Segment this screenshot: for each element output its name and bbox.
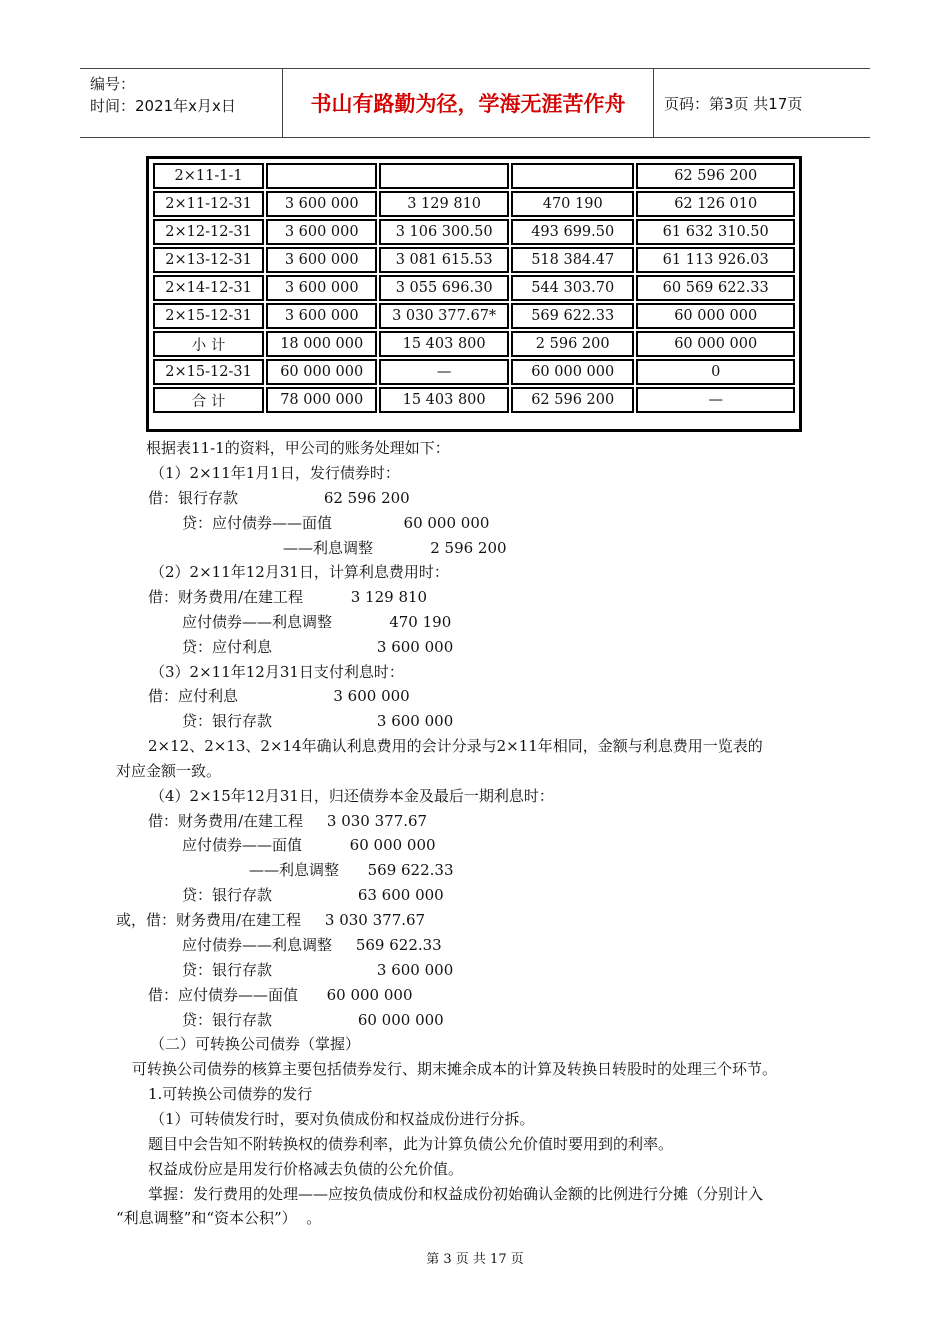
header-page-number: 页码：第3页 共17页	[664, 94, 803, 113]
table-cell: 3 600 000	[266, 275, 377, 301]
table-row	[153, 331, 795, 357]
journal-debit: 借：财务费用/在建工程 3 030 377.67	[148, 812, 428, 830]
table-cell: 15 403 800	[379, 331, 509, 357]
text-line: 题目中会告知不附转换权的债券利率，此为计算负债公允价值时要用到的利率。	[148, 1135, 674, 1153]
subsection-heading: 1.可转换公司债券的发行	[148, 1085, 313, 1103]
table-cell: 470 190	[511, 191, 635, 217]
page-footer: 第 3 页 共 17 页	[426, 1252, 524, 1267]
table-cell: 3 600 000	[266, 247, 377, 273]
journal-debit: 应付债券——利息调整 569 622.33	[182, 936, 442, 954]
table-cell: 0	[636, 359, 795, 385]
table-row	[153, 275, 795, 301]
table-cell: 2×13-12-31	[153, 247, 264, 273]
table-cell: —	[379, 359, 509, 385]
journal-credit: 贷：应付利息 3 600 000	[182, 638, 454, 656]
journal-debit: 借：应付债券——面值 60 000 000	[148, 986, 413, 1004]
table-row	[153, 303, 795, 329]
text-line: 可转换公司债券的核算主要包括债券发行、期末摊余成本的计算及转换日转股时的处理三个环节。	[132, 1060, 778, 1078]
table-cell: 2 596 200	[511, 331, 635, 357]
table-cell: 合 计	[153, 387, 264, 413]
table-row	[153, 163, 795, 189]
table-cell: 2×11-1-1	[153, 163, 264, 189]
journal-credit: 贷：银行存款 3 600 000	[182, 961, 454, 979]
text-line: 权益成份应是用发行价格减去负债的公允价值。	[148, 1160, 464, 1178]
table-cell: 60 000 000	[266, 359, 377, 385]
table-cell: 60 569 622.33	[636, 275, 795, 301]
table-cell: 3 106 300.50	[379, 219, 509, 245]
table-cell: 小 计	[153, 331, 264, 357]
header-motto: 书山有路勤为径，学海无涯苦作舟	[282, 69, 654, 137]
journal-credit: 贷：银行存款 3 600 000	[182, 712, 454, 730]
text-line: （3）2×11年12月31日支付利息时：	[150, 663, 404, 681]
table-row	[153, 359, 795, 385]
table-cell: 62 126 010	[636, 191, 795, 217]
journal-debit: 应付债券——利息调整 470 190	[182, 613, 452, 631]
journal-debit: 或，借：财务费用/在建工程 3 030 377.67	[116, 911, 426, 929]
journal-credit: ——利息调整 2 596 200	[283, 539, 507, 557]
table-cell: 18 000 000	[266, 331, 377, 357]
table-cell: 544 303.70	[511, 275, 635, 301]
table-cell: 2×14-12-31	[153, 275, 264, 301]
text-line: “利息调整”和“资本公积”） 。	[116, 1209, 322, 1227]
table-cell: 3 600 000	[266, 191, 377, 217]
header-number: 编号：	[90, 75, 136, 93]
table-cell: 78 000 000	[266, 387, 377, 413]
table-cell	[511, 163, 635, 189]
text-line: 掌握：发行费用的处理——应按负债成份和权益成份初始确认金额的比例进行分摊（分别计入	[148, 1185, 764, 1203]
page-header	[80, 68, 870, 138]
table-cell: 15 403 800	[379, 387, 509, 413]
text-line: 根据表11-1的资料，甲公司的账务处理如下：	[146, 439, 450, 457]
table-cell: 3 600 000	[266, 303, 377, 329]
text-line: （2）2×11年12月31日，计算利息费用时：	[150, 563, 449, 581]
table-row	[153, 191, 795, 217]
table-row	[153, 247, 795, 273]
header-meta	[80, 69, 282, 137]
table-cell: 61 113 926.03	[636, 247, 795, 273]
journal-credit: 贷：银行存款 63 600 000	[182, 886, 444, 904]
table-cell: 569 622.33	[511, 303, 635, 329]
table-row	[153, 387, 795, 413]
text-line: （1）2×11年1月1日，发行债券时：	[150, 464, 400, 482]
text-line: （4）2×15年12月31日，归还债券本金及最后一期利息时：	[150, 787, 554, 805]
journal-debit: 借：银行存款 62 596 200	[148, 489, 410, 507]
table-cell: 60 000 000	[636, 331, 795, 357]
journal-debit: 借：财务费用/在建工程 3 129 810	[148, 588, 428, 606]
table-cell: 3 129 810	[379, 191, 509, 217]
journal-debit: 应付债券——面值 60 000 000	[182, 836, 436, 854]
text-line: （1）可转债发行时，要对负债成份和权益成份进行分拆。	[150, 1110, 535, 1128]
table-cell: 3 030 377.67*	[379, 303, 509, 329]
table-cell: 3 081 615.53	[379, 247, 509, 273]
interest-schedule-table	[146, 156, 802, 432]
table-cell: 62 596 200	[636, 163, 795, 189]
table-cell: —	[636, 387, 795, 413]
journal-debit: ——利息调整 569 622.33	[249, 861, 454, 879]
table-cell	[266, 163, 377, 189]
section-heading: （二）可转换公司债券（掌握）	[150, 1035, 361, 1053]
journal-credit: 贷：银行存款 60 000 000	[182, 1011, 444, 1029]
table-cell: 61 632 310.50	[636, 219, 795, 245]
table-cell: 2×11-12-31	[153, 191, 264, 217]
text-line: 对应金额一致。	[116, 762, 222, 780]
table-cell: 60 000 000	[511, 359, 635, 385]
table-cell: 518 384.47	[511, 247, 635, 273]
table-cell: 62 596 200	[511, 387, 635, 413]
ledger-grid	[151, 161, 797, 415]
table-cell	[379, 163, 509, 189]
journal-debit: 借：应付利息 3 600 000	[148, 687, 410, 705]
header-date: 时间：2021年x月x日	[90, 97, 236, 115]
table-row	[153, 219, 795, 245]
table-cell: 2×15-12-31	[153, 359, 264, 385]
table-cell: 2×12-12-31	[153, 219, 264, 245]
table-cell: 3 600 000	[266, 219, 377, 245]
table-cell: 493 699.50	[511, 219, 635, 245]
table-cell: 2×15-12-31	[153, 303, 264, 329]
table-cell: 3 055 696.30	[379, 275, 509, 301]
table-cell: 60 000 000	[636, 303, 795, 329]
journal-credit: 贷：应付债券——面值 60 000 000	[182, 514, 490, 532]
text-line: 2×12、2×13、2×14年确认利息费用的会计分录与2×11年相同，金额与利息费用一览表的	[148, 737, 763, 755]
